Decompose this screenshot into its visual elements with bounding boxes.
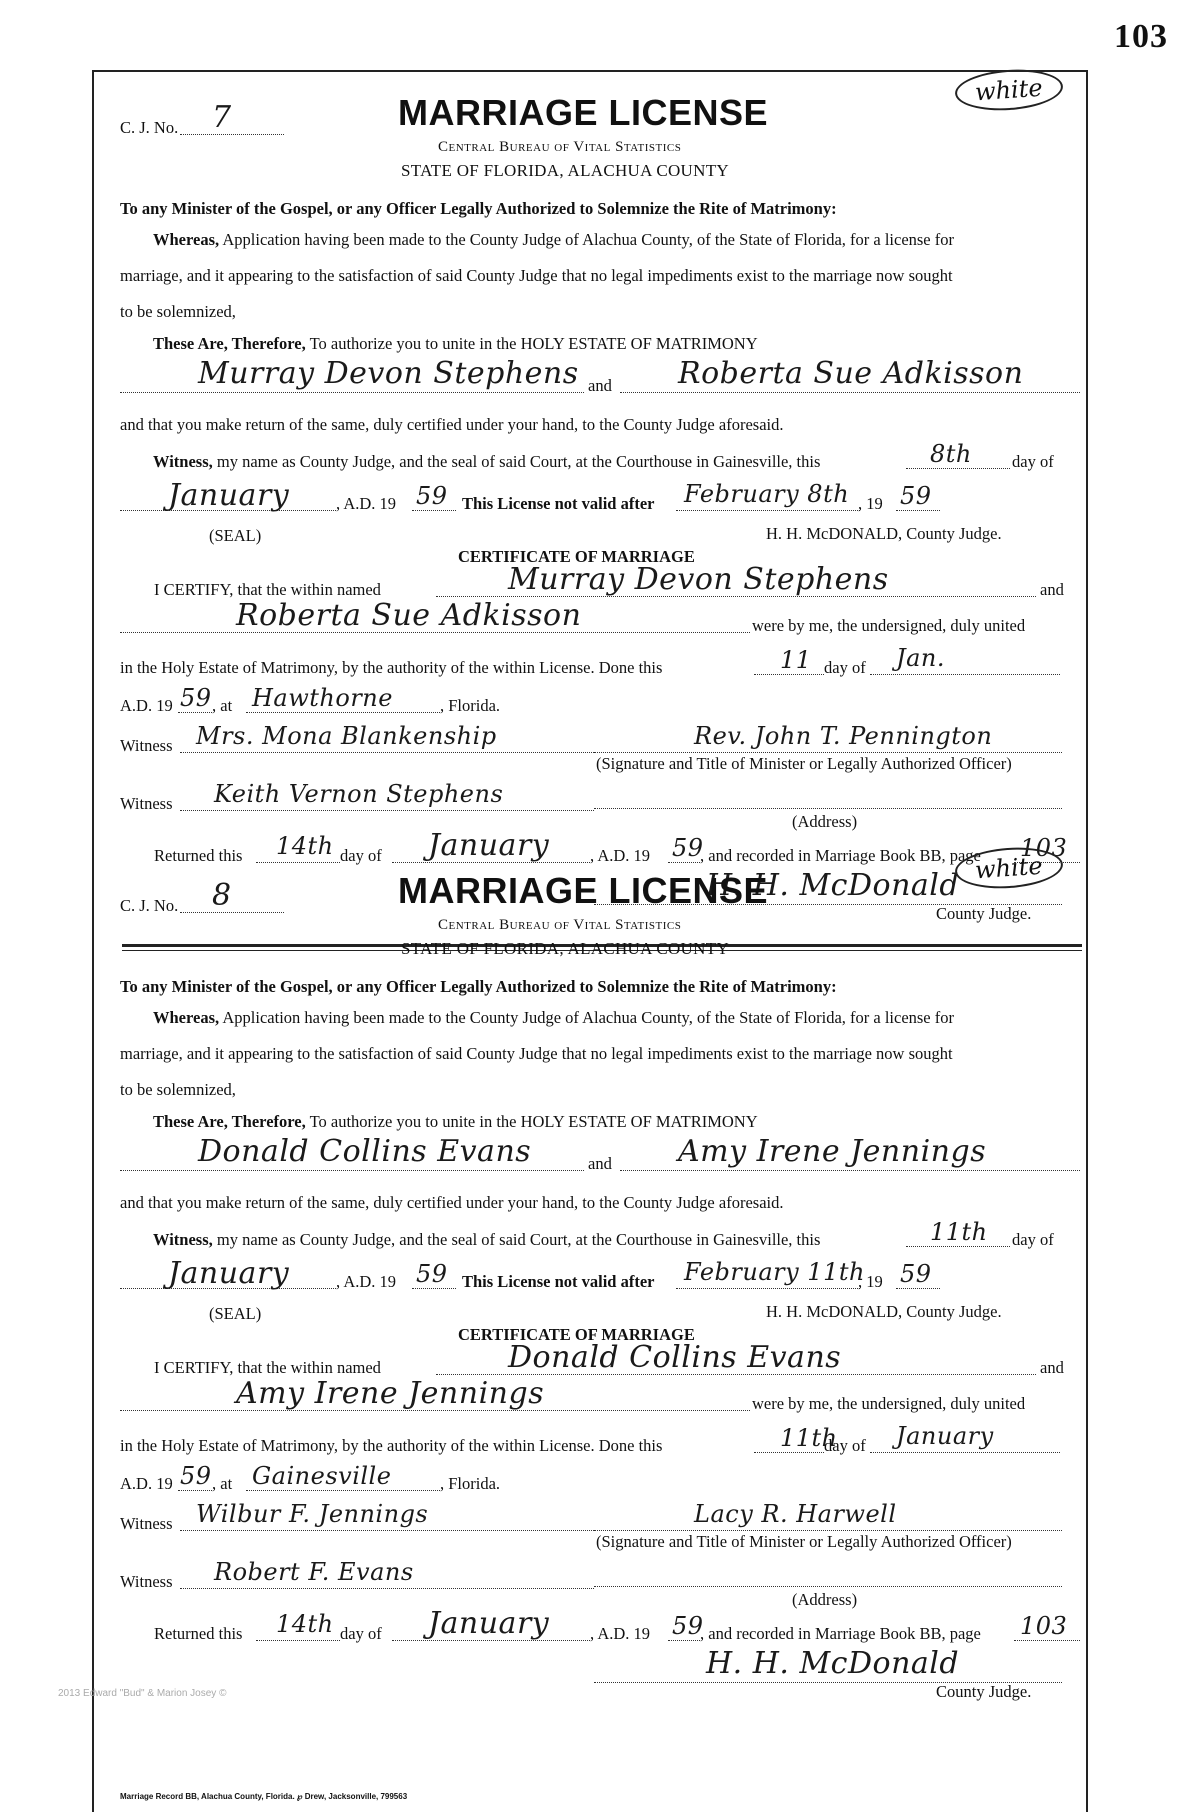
cert-and-label: and bbox=[1040, 1358, 1064, 1377]
officiant: Rev. John T. Pennington bbox=[694, 722, 993, 750]
day-of-label: day of bbox=[1012, 1230, 1054, 1249]
witness-judge-text: my name as County Judge, and the seal of said Court, at the Courthouse in Gainesville, this bbox=[216, 452, 821, 471]
issue-year: 59 bbox=[416, 1260, 448, 1288]
ad-19-label: A.D. 19 bbox=[120, 1474, 173, 1493]
recorded-label: , and recorded in Marriage Book BB, page bbox=[700, 846, 981, 865]
done-day-line bbox=[754, 674, 824, 675]
done-day: 11 bbox=[780, 646, 812, 674]
printer-footer: Marriage Record BB, Alachua County, Florida. ℘ Drew, Jacksonville, 799563 bbox=[120, 1792, 408, 1801]
returned-day-line bbox=[256, 862, 340, 863]
ad-label: , A.D. 19 bbox=[336, 1272, 397, 1291]
florida-label: , Florida. bbox=[440, 696, 501, 715]
issue-year: 59 bbox=[416, 482, 448, 510]
these-are-bold: These Are, Therefore, bbox=[153, 1112, 306, 1131]
cert-bride: Amy Irene Jennings bbox=[236, 1376, 545, 1411]
groom-line bbox=[120, 1170, 584, 1171]
issue-year-line bbox=[412, 510, 456, 511]
these-are-line bbox=[153, 1112, 758, 1132]
cj-no-value: 7 bbox=[212, 100, 232, 135]
bureau-name: Central Bureau of Vital Statistics bbox=[438, 917, 682, 933]
witness-1: Mrs. Mona Blankenship bbox=[196, 722, 497, 750]
record-page-line bbox=[1014, 1640, 1080, 1641]
officiant-line bbox=[594, 1530, 1062, 1531]
done-year: 59 bbox=[180, 684, 212, 712]
certificate-heading: CERTIFICATE OF MARRIAGE bbox=[458, 547, 695, 566]
valid-until: February 11th bbox=[684, 1258, 865, 1286]
issue-day-line bbox=[906, 468, 1010, 469]
valid-until-line bbox=[676, 1288, 860, 1289]
address-line bbox=[594, 1586, 1062, 1587]
valid-until-line bbox=[676, 510, 860, 511]
witness-2: Keith Vernon Stephens bbox=[214, 780, 504, 808]
valid-nineteen: , 19 bbox=[858, 494, 883, 513]
valid-year: 59 bbox=[900, 1260, 932, 1288]
returned-year: 59 bbox=[672, 834, 704, 862]
these-are-text: To authorize you to unite in the HOLY ESTATE OF MATRIMONY bbox=[309, 334, 758, 353]
done-month-line bbox=[870, 1452, 1060, 1453]
done-day-of: day of bbox=[824, 658, 866, 677]
seal-label: (SEAL) bbox=[209, 1304, 262, 1323]
bride-name: Amy Irene Jennings bbox=[678, 1134, 987, 1169]
groom-name: Donald Collins Evans bbox=[198, 1134, 532, 1169]
holy-estate-text: in the Holy Estate of Matrimony, by the authority of the within License. Done this bbox=[120, 1436, 663, 1455]
cj-no-value: 8 bbox=[212, 878, 232, 913]
these-are-line bbox=[153, 334, 758, 354]
returned-ad-label: , A.D. 19 bbox=[590, 846, 651, 865]
florida-label: , Florida. bbox=[440, 1474, 501, 1493]
ad-label: , A.D. 19 bbox=[336, 494, 397, 513]
whereas-text-1: Application having been made to the County Judge of Alachua County, of the State of Florida, for a license for bbox=[222, 230, 954, 249]
place: Hawthorne bbox=[252, 684, 393, 712]
done-year-line bbox=[178, 712, 212, 713]
place-line bbox=[246, 1490, 440, 1491]
county-judge-name: H. H. McDONALD, County Judge. bbox=[766, 1302, 1002, 1321]
state-county: STATE OF FLORIDA, ALACHUA COUNTY bbox=[401, 161, 729, 180]
done-month: January bbox=[896, 1422, 994, 1450]
done-year: 59 bbox=[180, 1462, 212, 1490]
valid-year: 59 bbox=[900, 482, 932, 510]
valid-year-line bbox=[896, 510, 940, 511]
valid-until: February 8th bbox=[684, 480, 850, 508]
judge-signature: H. H. McDonald bbox=[706, 1646, 960, 1681]
whereas-line-2: marriage, and it appearing to the satisfaction of said County Judge that no legal impediments exist to the marriage now sought bbox=[120, 266, 953, 285]
returned-year-line bbox=[668, 862, 700, 863]
witness-2-label: Witness bbox=[120, 794, 173, 813]
record-page: 103 bbox=[1020, 834, 1068, 862]
and-label: and bbox=[588, 1154, 612, 1173]
issue-day: 11th bbox=[930, 1218, 988, 1246]
judge-signature: H. H. McDonald bbox=[706, 868, 960, 903]
groom-line bbox=[120, 392, 584, 393]
witness-1-line bbox=[180, 752, 594, 753]
certify-label: I CERTIFY, that the within named bbox=[154, 1358, 381, 1377]
witness-2-label: Witness bbox=[120, 1572, 173, 1591]
license-title: MARRIAGE LICENSE bbox=[398, 870, 769, 911]
returned-month: January bbox=[428, 1606, 550, 1641]
bureau-name: Central Bureau of Vital Statistics bbox=[438, 139, 682, 155]
valid-year-line bbox=[896, 1288, 940, 1289]
returned-month: January bbox=[428, 828, 550, 863]
these-are-text: To authorize you to unite in the HOLY ESTATE OF MATRIMONY bbox=[309, 1112, 758, 1131]
whereas-line-3: to be solemnized, bbox=[120, 302, 236, 321]
returned-this-label: Returned this bbox=[154, 846, 243, 865]
done-day-line bbox=[754, 1452, 824, 1453]
cj-no-label: C. J. No. bbox=[120, 118, 179, 137]
address-label: (Address) bbox=[792, 812, 858, 831]
holy-estate-text: in the Holy Estate of Matrimony, by the authority of the within License. Done this bbox=[120, 658, 663, 677]
county-judge-label: County Judge. bbox=[936, 1682, 1032, 1701]
record-page: 103 bbox=[1020, 1612, 1068, 1640]
returned-day-of: day of bbox=[340, 1624, 382, 1643]
returned-year-line bbox=[668, 1640, 700, 1641]
day-of-label: day of bbox=[1012, 452, 1054, 471]
returned-this-label: Returned this bbox=[154, 1624, 243, 1643]
witness-bold: Witness, bbox=[153, 1230, 213, 1249]
these-are-bold: These Are, Therefore, bbox=[153, 334, 306, 353]
cert-groom: Donald Collins Evans bbox=[508, 1340, 842, 1375]
witness-2-line bbox=[180, 1588, 594, 1589]
whereas-line-2: marriage, and it appearing to the satisfaction of said County Judge that no legal impediments exist to the marriage now sought bbox=[120, 1044, 953, 1063]
done-day: 11th bbox=[780, 1424, 838, 1452]
done-month-line bbox=[870, 674, 1060, 675]
witness-1: Wilbur F. Jennings bbox=[196, 1500, 429, 1528]
certify-label: I CERTIFY, that the within named bbox=[154, 580, 381, 599]
issue-month: January bbox=[168, 478, 290, 513]
state-county: STATE OF FLORIDA, ALACHUA COUNTY bbox=[401, 939, 729, 958]
officiant-line bbox=[594, 752, 1062, 753]
cert-bride: Roberta Sue Adkisson bbox=[236, 598, 582, 633]
address-to-ministers: To any Minister of the Gospel, or any Officer Legally Authorized to Solemnize the Rite of Matrimony: bbox=[120, 977, 837, 996]
county-judge-label: County Judge. bbox=[936, 904, 1032, 923]
place-line bbox=[246, 712, 440, 713]
license-title: MARRIAGE LICENSE bbox=[398, 92, 769, 133]
issue-year-line bbox=[412, 1288, 456, 1289]
officiant: Lacy R. Harwell bbox=[694, 1500, 897, 1528]
address-to-ministers: To any Minister of the Gospel, or any Officer Legally Authorized to Solemnize the Rite of Matrimony: bbox=[120, 199, 837, 218]
cj-no-label: C. J. No. bbox=[120, 896, 179, 915]
returned-ad-label: , A.D. 19 bbox=[590, 1624, 651, 1643]
signature-title-label: (Signature and Title of Minister or Legally Authorized Officer) bbox=[596, 754, 1012, 773]
groom-name: Murray Devon Stephens bbox=[198, 356, 579, 391]
done-month: Jan. bbox=[896, 644, 946, 672]
signature-title-label: (Signature and Title of Minister or Legally Authorized Officer) bbox=[596, 1532, 1012, 1551]
whereas-line-1 bbox=[153, 230, 954, 250]
issue-day: 8th bbox=[930, 440, 972, 468]
were-by-me: were by me, the undersigned, duly united bbox=[752, 1394, 1026, 1413]
at-label: , at bbox=[212, 1474, 233, 1493]
witness-judge-line bbox=[153, 452, 820, 472]
whereas-bold: Whereas, bbox=[153, 1008, 220, 1027]
returned-day-line bbox=[256, 1640, 340, 1641]
returned-day-of: day of bbox=[340, 846, 382, 865]
at-label: , at bbox=[212, 696, 233, 715]
returned-day: 14th bbox=[276, 1610, 334, 1638]
return-text: and that you make return of the same, duly certified under your hand, to the County Judge aforesaid. bbox=[120, 415, 784, 434]
return-text: and that you make return of the same, duly certified under your hand, to the County Judge aforesaid. bbox=[120, 1193, 784, 1212]
cj-no-line bbox=[180, 134, 284, 135]
race-note: white bbox=[954, 844, 1064, 891]
cj-no-line bbox=[180, 912, 284, 913]
bride-name: Roberta Sue Adkisson bbox=[678, 356, 1024, 391]
page-number: 103 bbox=[1114, 18, 1168, 55]
race-note: white bbox=[954, 66, 1064, 113]
recorded-label: , and recorded in Marriage Book BB, page bbox=[700, 1624, 981, 1643]
whereas-text-1: Application having been made to the County Judge of Alachua County, of the State of Florida, for a license for bbox=[222, 1008, 954, 1027]
witness-judge-line bbox=[153, 1230, 820, 1250]
not-valid-label: This License not valid after bbox=[462, 1272, 655, 1291]
witness-2-line bbox=[180, 810, 594, 811]
were-by-me: were by me, the undersigned, duly united bbox=[752, 616, 1026, 635]
cert-and-label: and bbox=[1040, 580, 1064, 599]
valid-nineteen: , 19 bbox=[858, 1272, 883, 1291]
cert-groom: Murray Devon Stephens bbox=[508, 562, 889, 597]
place: Gainesville bbox=[252, 1462, 392, 1490]
bride-line bbox=[620, 392, 1080, 393]
certificate-heading: CERTIFICATE OF MARRIAGE bbox=[458, 1325, 695, 1344]
done-year-line bbox=[178, 1490, 212, 1491]
witness-1-label: Witness bbox=[120, 1514, 173, 1533]
copyright-notice: 2013 Edward "Bud" & Marion Josey © bbox=[58, 1688, 227, 1699]
address-line bbox=[594, 808, 1062, 809]
and-label: and bbox=[588, 376, 612, 395]
seal-label: (SEAL) bbox=[209, 526, 262, 545]
whereas-line-1 bbox=[153, 1008, 954, 1028]
issue-day-line bbox=[906, 1246, 1010, 1247]
witness-1-line bbox=[180, 1530, 594, 1531]
witness-judge-text: my name as County Judge, and the seal of said Court, at the Courthouse in Gainesville, this bbox=[216, 1230, 821, 1249]
whereas-line-3: to be solemnized, bbox=[120, 1080, 236, 1099]
ad-19-label: A.D. 19 bbox=[120, 696, 173, 715]
not-valid-label: This License not valid after bbox=[462, 494, 655, 513]
whereas-bold: Whereas, bbox=[153, 230, 220, 249]
witness-2: Robert F. Evans bbox=[214, 1558, 414, 1586]
witness-bold: Witness, bbox=[153, 452, 213, 471]
issue-month: January bbox=[168, 1256, 290, 1291]
county-judge-name: H. H. McDONALD, County Judge. bbox=[766, 524, 1002, 543]
address-label: (Address) bbox=[792, 1590, 858, 1609]
witness-1-label: Witness bbox=[120, 736, 173, 755]
returned-day: 14th bbox=[276, 832, 334, 860]
bride-line bbox=[620, 1170, 1080, 1171]
returned-year: 59 bbox=[672, 1612, 704, 1640]
done-day-of: day of bbox=[824, 1436, 866, 1455]
